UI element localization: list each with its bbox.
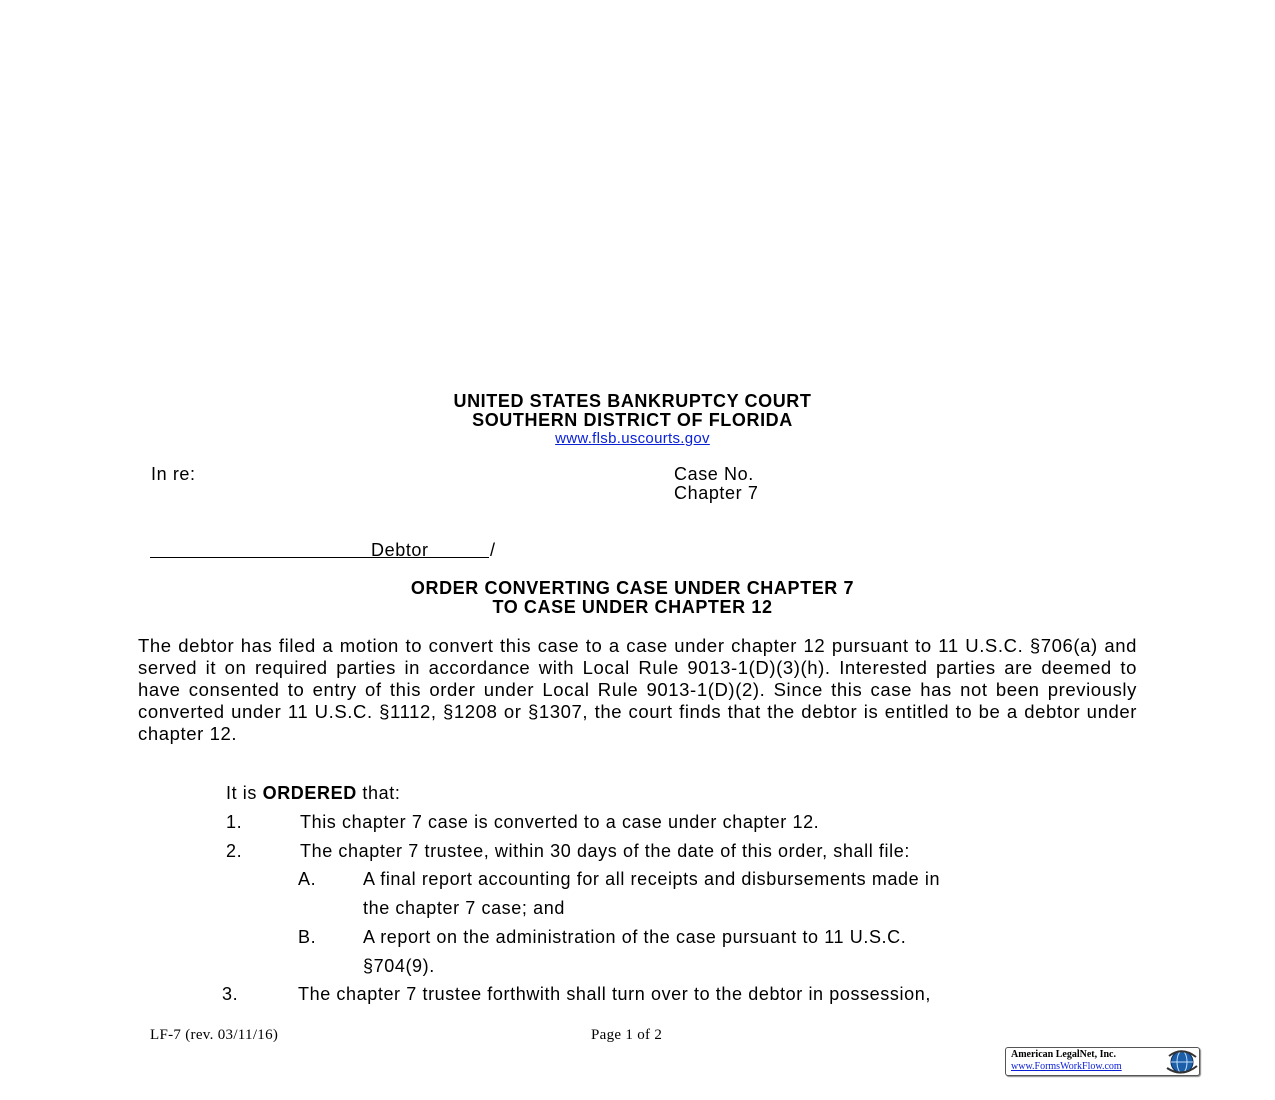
in-re-label: In re: xyxy=(151,464,196,484)
findings-paragraph: The debtor has filed a motion to convert this case to a case under chapter 12 pursuant to 11 U.S.C. §706(a) and served it on required parties in accordance with Local Rule 9013-1(D)(3)(h). Interested parties are deemed to have consented to entry of this order under Local Rule 9013-1(D)(2). Since this case has not been previously converted under 11 U.S.C. §1112, §1208 or §1307, the court finds that the debtor is entitled to be a debtor under chapter 12. xyxy=(138,635,1137,744)
item-2a-text-line2: the chapter 7 case; and xyxy=(363,898,565,918)
globe-icon xyxy=(1164,1048,1200,1076)
order-title-line1: ORDER CONVERTING CASE UNDER CHAPTER 7 xyxy=(410,578,855,598)
debtor-name-line xyxy=(150,557,489,558)
vendor-url-link[interactable]: www.FormsWorkFlow.com xyxy=(1011,1061,1122,1072)
chapter-label: Chapter 7 xyxy=(674,483,759,503)
item-2-text: The chapter 7 trustee, within 30 days of the date of this order, shall file: xyxy=(300,841,910,861)
item-2-number: 2. xyxy=(226,841,243,861)
order-title-line2: TO CASE UNDER CHAPTER 12 xyxy=(492,597,773,617)
court-name: UNITED STATES BANKRUPTCY COURT xyxy=(453,391,812,411)
caption-slash: / xyxy=(490,540,496,560)
item-2b-text-line1: A report on the administration of the case pursuant to 11 U.S.C. xyxy=(363,927,907,947)
item-1-text: This chapter 7 case is converted to a case under chapter 12. xyxy=(300,812,820,832)
item-2b-letter: B. xyxy=(298,927,317,947)
ordered-intro: It is ORDERED that: xyxy=(226,783,401,803)
item-2a-text-line1: A final report accounting for all receipts and disbursements made in xyxy=(363,869,941,889)
item-2b-text-line2: §704(9). xyxy=(363,956,435,976)
court-website-link[interactable]: www.flsb.uscourts.gov xyxy=(555,430,710,447)
item-3-text: The chapter 7 trustee forthwith shall turn over to the debtor in possession, xyxy=(298,984,931,1004)
case-no-label: Case No. xyxy=(674,464,754,484)
court-district: SOUTHERN DISTRICT OF FLORIDA xyxy=(472,410,793,430)
vendor-name: American LegalNet, Inc. xyxy=(1011,1049,1116,1060)
item-3-number: 3. xyxy=(222,984,239,1004)
item-2a-letter: A. xyxy=(298,869,317,889)
page-number: Page 1 of 2 xyxy=(591,1027,663,1043)
form-id: LF-7 (rev. 03/11/16) xyxy=(150,1027,279,1043)
vendor-logo[interactable] xyxy=(1005,1047,1200,1076)
debtor-label: Debtor xyxy=(371,540,429,560)
item-1-number: 1. xyxy=(226,812,243,832)
